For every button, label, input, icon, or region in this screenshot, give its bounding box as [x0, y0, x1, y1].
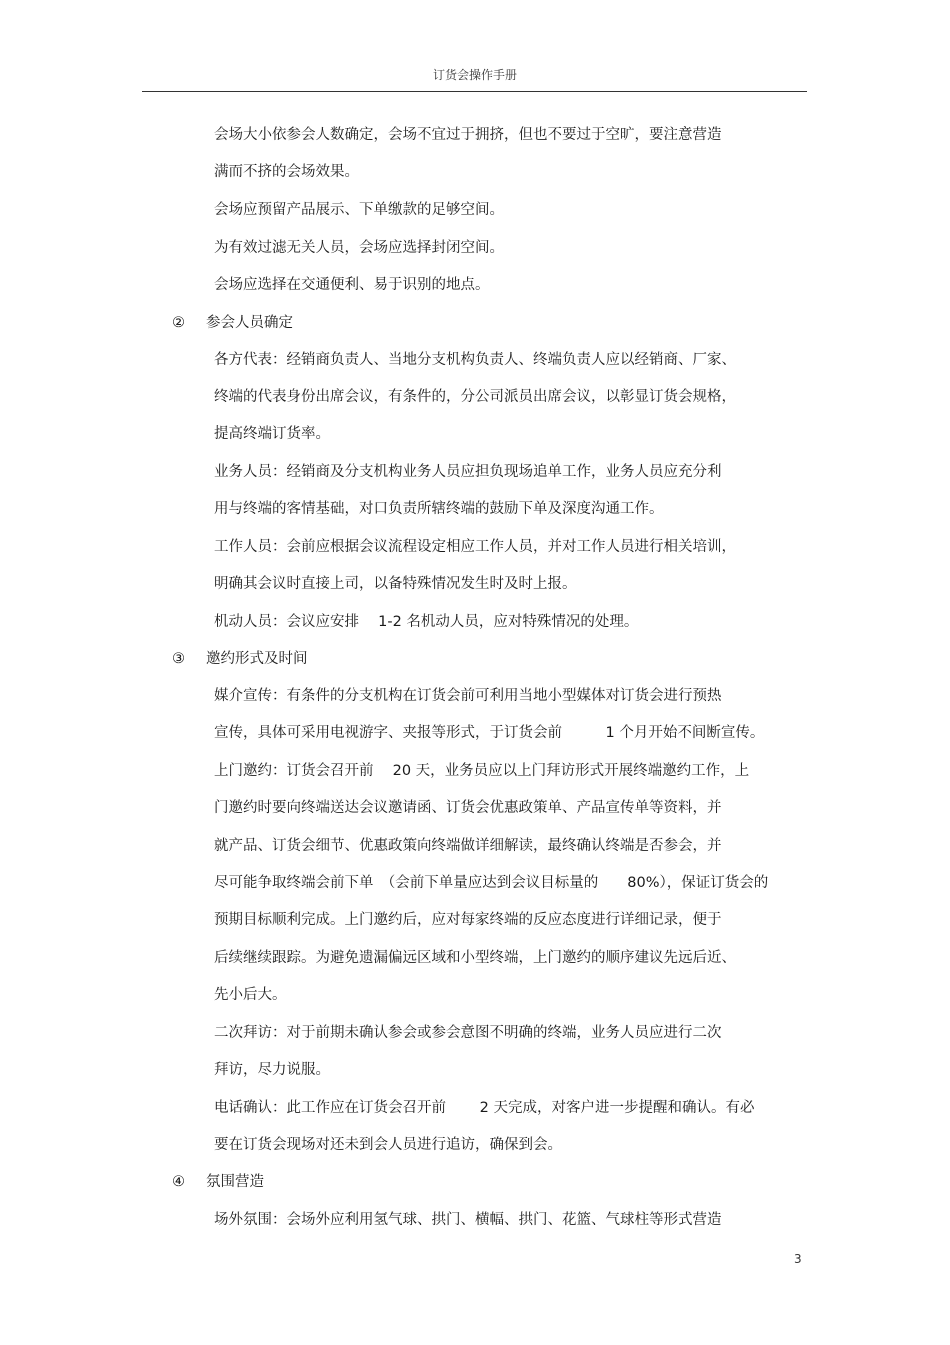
paragraph-line: 先小后大。 [214, 987, 287, 1003]
paragraph-line: 为有效过滤无关人员，会场应选择封闭空间。 [214, 240, 504, 256]
paragraph-line: 宣传，具体可采用电视游字、夹报等形式，于订货会前 1 个月开始不间断宣传。 [214, 725, 765, 741]
section-number: ③ [172, 651, 185, 667]
paragraph-line: 明确其会议时直接上司，以备特殊情况发生时及时上报。 [214, 576, 577, 592]
paragraph-line: 媒介宣传：有条件的分支机构在订货会前可利用当地小型媒体对订货会进行预热 [214, 688, 722, 704]
paragraph-line: 业务人员：经销商及分支机构业务人员应担负现场追单工作，业务人员应充分利 [214, 464, 722, 480]
section-number: ④ [172, 1174, 185, 1190]
paragraph-line: 会场应预留产品展示、下单缴款的足够空间。 [214, 202, 504, 218]
paragraph-line: 会场应选择在交通便利、易于识别的地点。 [214, 277, 490, 293]
section-title: 邀约形式及时间 [206, 651, 308, 667]
paragraph-line: 提高终端订货率。 [214, 426, 330, 442]
section-title: 氛围营造 [206, 1174, 264, 1190]
paragraph-line: 要在订货会现场对还未到会人员进行追访，确保到会。 [214, 1137, 562, 1153]
paragraph-line: 用与终端的客情基础，对口负责所辖终端的鼓励下单及深度沟通工作。 [214, 501, 664, 517]
paragraph-line: 后续继续跟踪。为避免遗漏偏远区域和小型终端，上门邀约的顺序建议先远后近、 [214, 950, 736, 966]
paragraph-line: 上门邀约：订货会召开前 20 天，业务员应以上门拜访形式开展终端邀约工作，上 [214, 763, 750, 779]
paragraph-line: 就产品、订货会细节、优惠政策向终端做详细解读，最终确认终端是否参会，并 [214, 838, 722, 854]
paragraph-line: 尽可能争取终端会前下单 （会前下单量应达到会议目标量的 80%），保证订货会的 [214, 875, 769, 891]
page-number: 3 [794, 1252, 802, 1266]
paragraph-line: 二次拜访：对于前期未确认参会或参会意图不明确的终端，业务人员应进行二次 [214, 1025, 722, 1041]
paragraph-line: 电话确认：此工作应在订货会召开前 2 天完成，对客户进一步提醒和确认。有必 [214, 1100, 755, 1116]
paragraph-line: 会场大小依参会人数确定，会场不宜过于拥挤，但也不要过于空旷，要注意营造 [214, 127, 722, 143]
paragraph-line: 各方代表：经销商负责人、当地分支机构负责人、终端负责人应以经销商、厂家、 [214, 352, 736, 368]
paragraph-line: 场外氛围：会场外应利用氢气球、拱门、横幅、拱门、花篮、气球柱等形式营造 [214, 1212, 722, 1228]
section-number: ② [172, 315, 185, 331]
paragraph-line: 终端的代表身份出席会议，有条件的，分公司派员出席会议，以彰显订货会规格， [214, 389, 736, 405]
paragraph-line: 满而不挤的会场效果。 [214, 164, 359, 180]
section-title: 参会人员确定 [206, 315, 293, 331]
paragraph-line: 拜访，尽力说服。 [214, 1062, 330, 1078]
header-rule [142, 91, 807, 92]
paragraph-line: 门邀约时要向终端送达会议邀请函、订货会优惠政策单、产品宣传单等资料，并 [214, 800, 722, 816]
paragraph-line: 预期目标顺利完成。上门邀约后，应对每家终端的反应态度进行详细记录，便于 [214, 912, 722, 928]
paragraph-line: 工作人员：会前应根据会议流程设定相应工作人员，并对工作人员进行相关培训， [214, 539, 736, 555]
running-header: 订货会操作手册 [432, 68, 517, 82]
paragraph-line: 机动人员：会议应安排 1-2 名机动人员，应对特殊情况的处理。 [214, 614, 639, 630]
